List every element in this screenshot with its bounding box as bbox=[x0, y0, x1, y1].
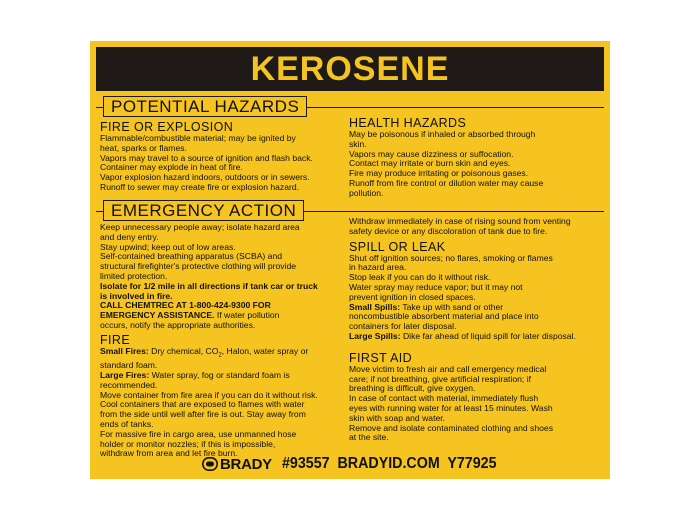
text-run: If water pollution bbox=[214, 310, 280, 321]
text-line: Move container from fire area if you can do it without risk. bbox=[100, 389, 318, 400]
section-title: HEALTH HAZARDS bbox=[349, 116, 467, 130]
text-line: safety device or any discoloration of tank due to fire. bbox=[349, 225, 548, 236]
text-line: from the side until well after fire is out. Stay away from bbox=[100, 409, 306, 420]
text-line: Vapor explosion hazard indoors, outdoors or in sewers. bbox=[100, 172, 310, 183]
text-line: and deny entry. bbox=[100, 231, 159, 242]
spill-first-aid-section bbox=[349, 217, 607, 443]
text-line: withdraw from area and let fire burn. bbox=[100, 448, 238, 459]
brand-name: BRADY bbox=[220, 455, 272, 473]
text-line: in hazard area. bbox=[349, 262, 407, 273]
text-line: skin. bbox=[349, 138, 367, 149]
text-line: structural firefighter's protective clothing will provide bbox=[100, 261, 297, 272]
section-title: FIRE bbox=[100, 332, 131, 347]
text-line bbox=[100, 347, 340, 362]
text-line: Vapors may travel to a source of ignition and flash back. bbox=[100, 152, 313, 163]
label-title: KEROSENE bbox=[96, 47, 604, 91]
text-line: breathing is difficult, give oxygen. bbox=[349, 383, 476, 394]
text-line: holder or monitor nozzles; if this is impossible, bbox=[100, 438, 276, 449]
text-line: May be poisonous if inhaled or absorbed through bbox=[349, 129, 536, 139]
potential-hazards-header: POTENTIAL HAZARDS bbox=[103, 96, 307, 117]
bold-text: Large Fires: bbox=[100, 370, 150, 381]
emergency-action-header: EMERGENCY ACTION bbox=[103, 200, 304, 221]
text-line: eyes with running water for at least 15 minutes. Wash bbox=[349, 402, 553, 413]
text-run: Dry chemical, CO bbox=[148, 345, 219, 356]
text-line: containers for later disposal. bbox=[349, 321, 457, 332]
bold-line: is involved in fire. bbox=[100, 290, 173, 301]
text-line: Stay upwind; keep out of low areas. bbox=[100, 241, 236, 252]
subscript: 2 bbox=[218, 352, 222, 359]
text-line: noncombustible absorbent material and place into bbox=[349, 311, 539, 322]
text-line: Container may explode in heat of fire. bbox=[100, 162, 243, 173]
text-line: Water spray may reduce vapor; but it may not bbox=[349, 281, 523, 292]
text-line: Shut off ignition sources; no flares, smoking or flames bbox=[349, 252, 553, 263]
text-line: Runoff to sewer may create fire or explosion hazard. bbox=[100, 181, 300, 192]
text-line: limited protection. bbox=[100, 270, 168, 281]
text-line: In case of contact with material, immediately flush bbox=[349, 393, 539, 404]
text-line: occurs, notify the appropriate authorities. bbox=[100, 319, 256, 330]
product-code: #93557 BRADYID.COM Y77925 bbox=[281, 455, 497, 472]
text-run: Dike far ahead of liquid spill for later disposal. bbox=[400, 330, 576, 341]
text-line: For massive fire in cargo area, use unmanned hose bbox=[100, 428, 297, 439]
section-title: SPILL OR LEAK bbox=[349, 239, 446, 254]
health-hazards-section bbox=[349, 117, 607, 199]
bold-text: Small Spills: bbox=[349, 301, 401, 312]
kerosene-hazard-label bbox=[90, 41, 610, 479]
fire-explosion-section bbox=[100, 121, 340, 193]
bold-text: Large Spills: bbox=[349, 330, 401, 341]
text-line: Stop leak if you can do it without risk. bbox=[349, 272, 491, 283]
section-title: FIRST AID bbox=[349, 350, 413, 365]
text-line: care; if not breathing, give artificial respiration; if bbox=[349, 373, 531, 384]
text-line: pollution. bbox=[349, 187, 384, 198]
text-line: heat, sparks or flames. bbox=[100, 142, 187, 153]
text-line: Fire may produce irritating or poisonous gases. bbox=[349, 168, 529, 179]
text-line: Remove and isolate contaminated clothing and shoes bbox=[349, 422, 553, 433]
bold-line: CALL CHEMTREC AT 1-800-424-9300 FOR bbox=[100, 300, 271, 311]
text-line: Runoff from fire control or dilution water may cause bbox=[349, 177, 544, 188]
brady-logo bbox=[202, 456, 272, 473]
text-line: Cool containers that are exposed to flames with water bbox=[100, 399, 305, 410]
header-rule-right bbox=[301, 107, 604, 108]
text-line: standard foam. bbox=[100, 360, 158, 371]
bold-text: EMERGENCY ASSISTANCE. bbox=[100, 310, 215, 321]
text-line: skin with soap and water. bbox=[349, 412, 446, 423]
text-line: Flammable/combustible material; may be ignited by bbox=[100, 133, 296, 143]
emergency-action-section bbox=[100, 223, 340, 459]
text-line: Move victim to fresh air and call emergency medical bbox=[349, 363, 547, 374]
header-rule-right bbox=[302, 211, 604, 212]
text-line: ends of tanks. bbox=[100, 419, 154, 430]
bold-line: Isolate for 1/2 mile in all directions if tank car or truck bbox=[100, 280, 318, 291]
text-line: prevent ignition in closed spaces. bbox=[349, 291, 476, 302]
bold-text: Small Fires: bbox=[100, 345, 149, 356]
text-line bbox=[349, 332, 607, 342]
section-title: FIRE OR EXPLOSION bbox=[100, 120, 234, 134]
text-line: at the site. bbox=[349, 432, 389, 443]
text-line: Withdraw immediately in case of rising sound from venting bbox=[349, 216, 571, 226]
text-run: Take up with sand or other bbox=[400, 301, 504, 312]
text-line: Contact may irritate or burn skin and eyes. bbox=[349, 158, 511, 169]
label-footer bbox=[202, 454, 515, 474]
text-line: Vapors may cause dizziness or suffocation. bbox=[349, 148, 514, 159]
text-run: Water spray, fog or standard foam is bbox=[149, 370, 290, 381]
text-run: , Halon, water spray or bbox=[221, 345, 309, 356]
brady-logo-icon bbox=[202, 457, 218, 471]
text-line: Keep unnecessary people away; isolate hazard area bbox=[100, 222, 300, 232]
text-line: Self-contained breathing apparatus (SCBA) and bbox=[100, 251, 283, 262]
text-line: recommended. bbox=[100, 379, 158, 390]
